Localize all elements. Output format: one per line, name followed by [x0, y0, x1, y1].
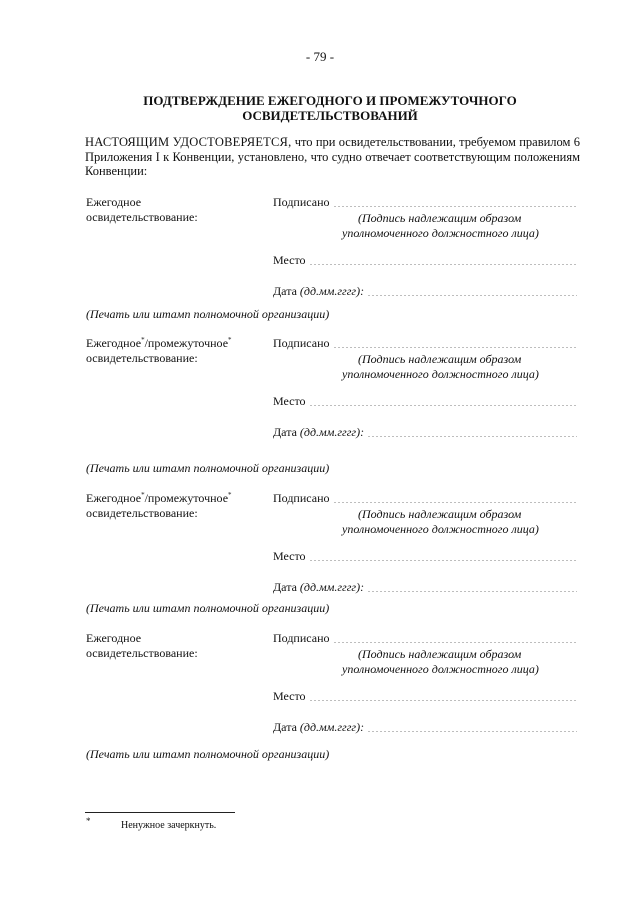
signature-note [340, 507, 585, 537]
date-label: Дата [273, 580, 297, 594]
signature-note-line-2: уполномоченного должностного лица) [342, 662, 539, 676]
place-field[interactable] [273, 689, 577, 704]
signature-note-line-1: (Подпись надлежащим образом [358, 211, 522, 225]
date-dotted-line[interactable] [367, 295, 577, 296]
signed-field[interactable] [273, 491, 577, 506]
signature-note-line-2: уполномоченного должностного лица) [342, 226, 539, 240]
survey-block-1 [0, 195, 640, 305]
signed-label: Подписано [273, 491, 330, 505]
signature-note [340, 647, 585, 677]
footnote-separator [85, 812, 235, 813]
date-field[interactable] [273, 425, 577, 440]
place-label: Место [273, 549, 306, 563]
survey-label [86, 631, 271, 660]
place-label: Место [273, 253, 306, 267]
footnote-text: Ненужное зачеркнуть. [121, 820, 217, 831]
survey-label [86, 491, 271, 520]
survey-label-line-2: освидетельствование: [86, 350, 198, 365]
signature-note-line-1: (Подпись надлежащим образом [358, 647, 522, 661]
place-field[interactable] [273, 394, 577, 409]
date-format: (дд.мм.гггг): [299, 720, 365, 734]
survey-label-annual: Ежегодное [86, 491, 142, 505]
title-line-2: ОСВИДЕТЕЛЬСТВОВАНИЙ [242, 108, 418, 123]
place-field[interactable] [273, 253, 577, 268]
footnote-mark: * [86, 816, 91, 826]
date-label: Дата [273, 284, 297, 298]
signature-dotted-line[interactable] [333, 642, 578, 643]
survey-block-3 [0, 491, 640, 601]
survey-label-intermediate: /промежуточное [144, 336, 229, 350]
title-line-1: ПОДТВЕРЖДЕНИЕ ЕЖЕГОДНОГО И ПРОМЕЖУТОЧНОГО [143, 93, 517, 108]
signature-note-line-2: уполномоченного должностного лица) [342, 522, 539, 536]
signature-dotted-line[interactable] [333, 206, 578, 207]
survey-label [86, 336, 271, 365]
date-dotted-line[interactable] [367, 591, 577, 592]
footnote-star: * [141, 491, 145, 499]
date-dotted-line[interactable] [367, 731, 577, 732]
signed-field[interactable] [273, 336, 577, 351]
page-number: - 79 - [305, 49, 335, 64]
survey-label-line-1: Ежегодное [86, 195, 142, 209]
date-label: Дата [273, 720, 297, 734]
survey-label [86, 195, 271, 224]
stamp-caption-2: (Печать или штамп полномочной организации) [86, 461, 330, 475]
signature-dotted-line[interactable] [333, 502, 578, 503]
signed-field[interactable] [273, 631, 577, 646]
survey-block-4 [0, 631, 640, 741]
place-dotted-line[interactable] [309, 700, 577, 701]
date-label: Дата [273, 425, 297, 439]
signature-note-line-1: (Подпись надлежащим образом [358, 507, 522, 521]
footnote-star: * [228, 491, 232, 499]
signed-label: Подписано [273, 336, 330, 350]
date-dotted-line[interactable] [367, 436, 577, 437]
place-dotted-line[interactable] [309, 264, 577, 265]
survey-label-line-2: освидетельствование: [86, 645, 198, 660]
intro-lead: НАСТОЯЩИМ УДОСТОВЕРЯЕТСЯ, [85, 135, 292, 149]
date-field[interactable] [273, 720, 577, 735]
survey-block-2 [0, 336, 640, 446]
survey-label-line-2: освидетельствование: [86, 209, 198, 224]
date-format: (дд.мм.гггг): [299, 580, 365, 594]
signature-note-line-1: (Подпись надлежащим образом [358, 352, 522, 366]
signature-dotted-line[interactable] [333, 347, 578, 348]
place-label: Место [273, 689, 306, 703]
signed-field[interactable] [273, 195, 577, 210]
place-label: Место [273, 394, 306, 408]
signature-note [340, 352, 585, 382]
date-format: (дд.мм.гггг): [299, 425, 365, 439]
signature-note [340, 211, 585, 241]
place-field[interactable] [273, 549, 577, 564]
place-dotted-line[interactable] [309, 560, 577, 561]
date-field[interactable] [273, 580, 577, 595]
survey-label-line-1: Ежегодное [86, 631, 142, 645]
intro-rest: что при освидетельствовании, требуемом правилом 6 Приложения I к Конвенции, установлено, что судно отвечает соответствующим положениям Конвенции: [85, 135, 580, 178]
place-dotted-line[interactable] [309, 405, 577, 406]
intro-paragraph [85, 135, 580, 179]
signature-note-line-2: уполномоченного должностного лица) [342, 367, 539, 381]
signed-label: Подписано [273, 195, 330, 209]
date-format: (дд.мм.гггг): [299, 284, 365, 298]
survey-label-line-2: освидетельствование: [86, 505, 198, 520]
survey-label-annual: Ежегодное [86, 336, 142, 350]
signed-label: Подписано [273, 631, 330, 645]
footnote-star: * [228, 336, 232, 344]
document-title [80, 93, 580, 123]
stamp-caption-4: (Печать или штамп полномочной организации) [86, 747, 330, 761]
survey-label-intermediate: /промежуточное [144, 491, 229, 505]
date-field[interactable] [273, 284, 577, 299]
stamp-caption-3: (Печать или штамп полномочной организации) [86, 601, 330, 615]
stamp-caption-1: (Печать или штамп полномочной организации) [86, 307, 330, 321]
footnote-star: * [141, 336, 145, 344]
